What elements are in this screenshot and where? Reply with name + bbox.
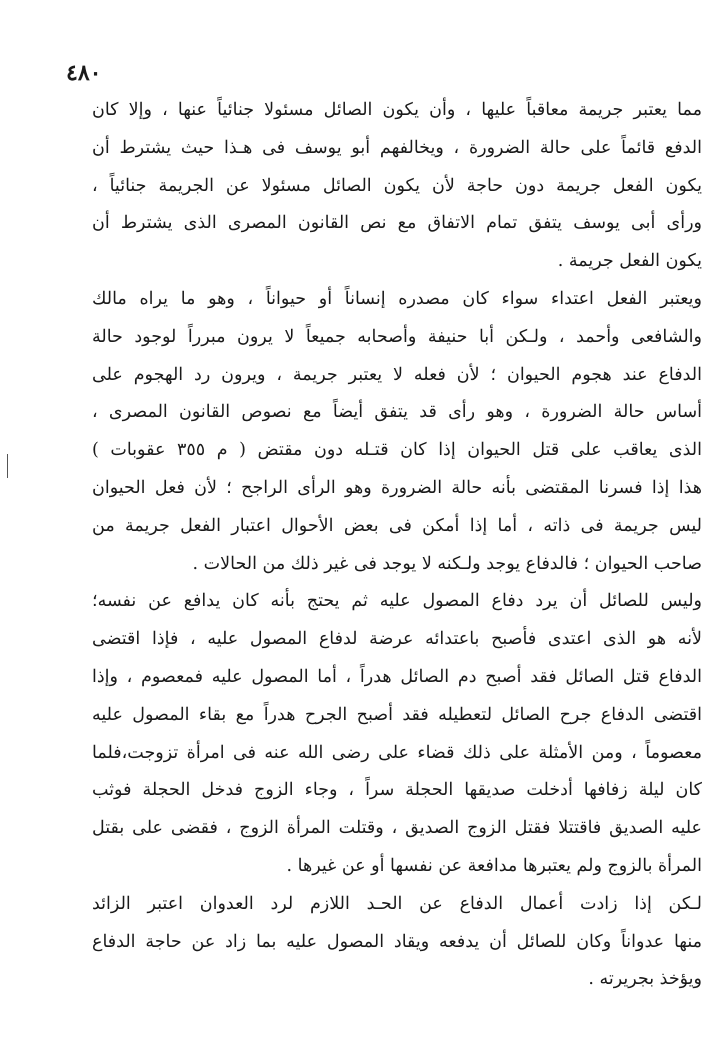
text-line: الدفاع قتل الصائل فقد أصبح دم الصائل هدراً ، أما المصول عليه فمعصوم ، وإذا — [92, 666, 702, 687]
text-line: كان ليلة زفافها أدخلت صديقها الحجلة سراً ، وجاء الزوج فدخل الحجلة فوثب — [92, 780, 702, 801]
text-line: يكون الفعل جريمة . — [557, 251, 702, 272]
text-line: هذا إذا فسرنا المقتضى بأنه حالة الضرورة وهو الرأى الراجح ؛ لأن فعل الحيوان — [92, 477, 702, 498]
text-line: لـكن إذا زادت أعمال الدفاع عن الحـد اللازم لرد العدوان اعتبر الزائد — [92, 893, 702, 914]
text-line: ليس جريمة فى ذاته ، أما إذا أمكن فى بعض الأحوال اعتبار الفعل جريمة من — [92, 515, 702, 536]
text-line: معصوماً ، ومن الأمثلة على ذلك قضاء على رضى الله عنه فى امرأة تزوجت،فلما — [92, 742, 702, 763]
text-line: الدفاع عند هجوم الحيوان ؛ لأن فعله لا يعتبر جريمة ، ويرون رد الهجوم على — [92, 364, 702, 385]
text-line: منها عدواناً وكان للصائل أن يدفعه ويقاد المصول عليه بما زاد عن حاجة الدفاع — [92, 931, 702, 952]
text-line: ويؤخذ بجريرته . — [588, 969, 702, 990]
text-line: ويعتبر الفعل اعتداء سواء كان مصدره إنساناً أو حيواناً ، وهو ما يراه مالك — [92, 288, 702, 309]
page-number: ٤٨٠ — [66, 60, 102, 86]
text-line: أساس حالة الضرورة ، وهو رأى قد يتفق أيضاً مع نصوص القانون المصرى ، — [92, 402, 702, 423]
text-line: اقتضى الدفاع جرح الصائل لتعطيله فقد أصبح الجرح هدراً مع بقاء المصول عليه — [92, 704, 702, 725]
text-line: والشافعى وأحمد ، ولـكن أبا حنيفة وأصحابه جميعاً لا يرون مبرراً لوجود حالة — [92, 326, 702, 347]
text-line: صاحب الحيوان ؛ فالدفاع يوجد ولـكنه لا يوجد فى غير ذلك من الحالات . — [192, 553, 702, 574]
text-line: عليه الصديق فاقتتلا فقتل الزوج الصديق ، وقتلت المرأة الزوج ، فقضى على بقتل — [92, 818, 702, 839]
text-line: المرأة بالزوج ولم يعتبرها مدافعة عن نفسها أو عن غيرها . — [286, 855, 702, 876]
text-line: الدفع قائماً على حالة الضرورة ، ويخالفهم أبو يوسف فى هـذا حيث يشترط أن — [92, 137, 702, 158]
text-line: الذى يعاقب على قتل الحيوان إذا كان قتـله دون مقتض ( م ٣٥٥ عقوبات ) — [92, 440, 702, 461]
text-line: يكون الفعل جريمة دون حاجة لأن يكون الصائل مسئولا عن الجريمة جنائياً ، — [92, 175, 702, 196]
margin-mark — [7, 454, 8, 478]
text-line: مما يعتبر جريمة معاقباً عليها ، وأن يكون الصائل مسئولا جنائياً عنها ، وإلا كان — [92, 100, 702, 120]
body-text — [92, 92, 702, 999]
text-line: لأنه هو الذى اعتدى فأصبح باعتدائه عرضة لدفاع المصول عليه ، فإذا اقتضى — [92, 629, 702, 650]
text-line: وليس للصائل أن يرد دفاع المصول عليه ثم يحتج بأنه كان يدافع عن نفسه؛ — [92, 591, 702, 612]
text-line: ورأى أبى يوسف يتفق تمام الاتفاق مع نص القانون المصرى الذى يشترط أن — [92, 213, 702, 234]
